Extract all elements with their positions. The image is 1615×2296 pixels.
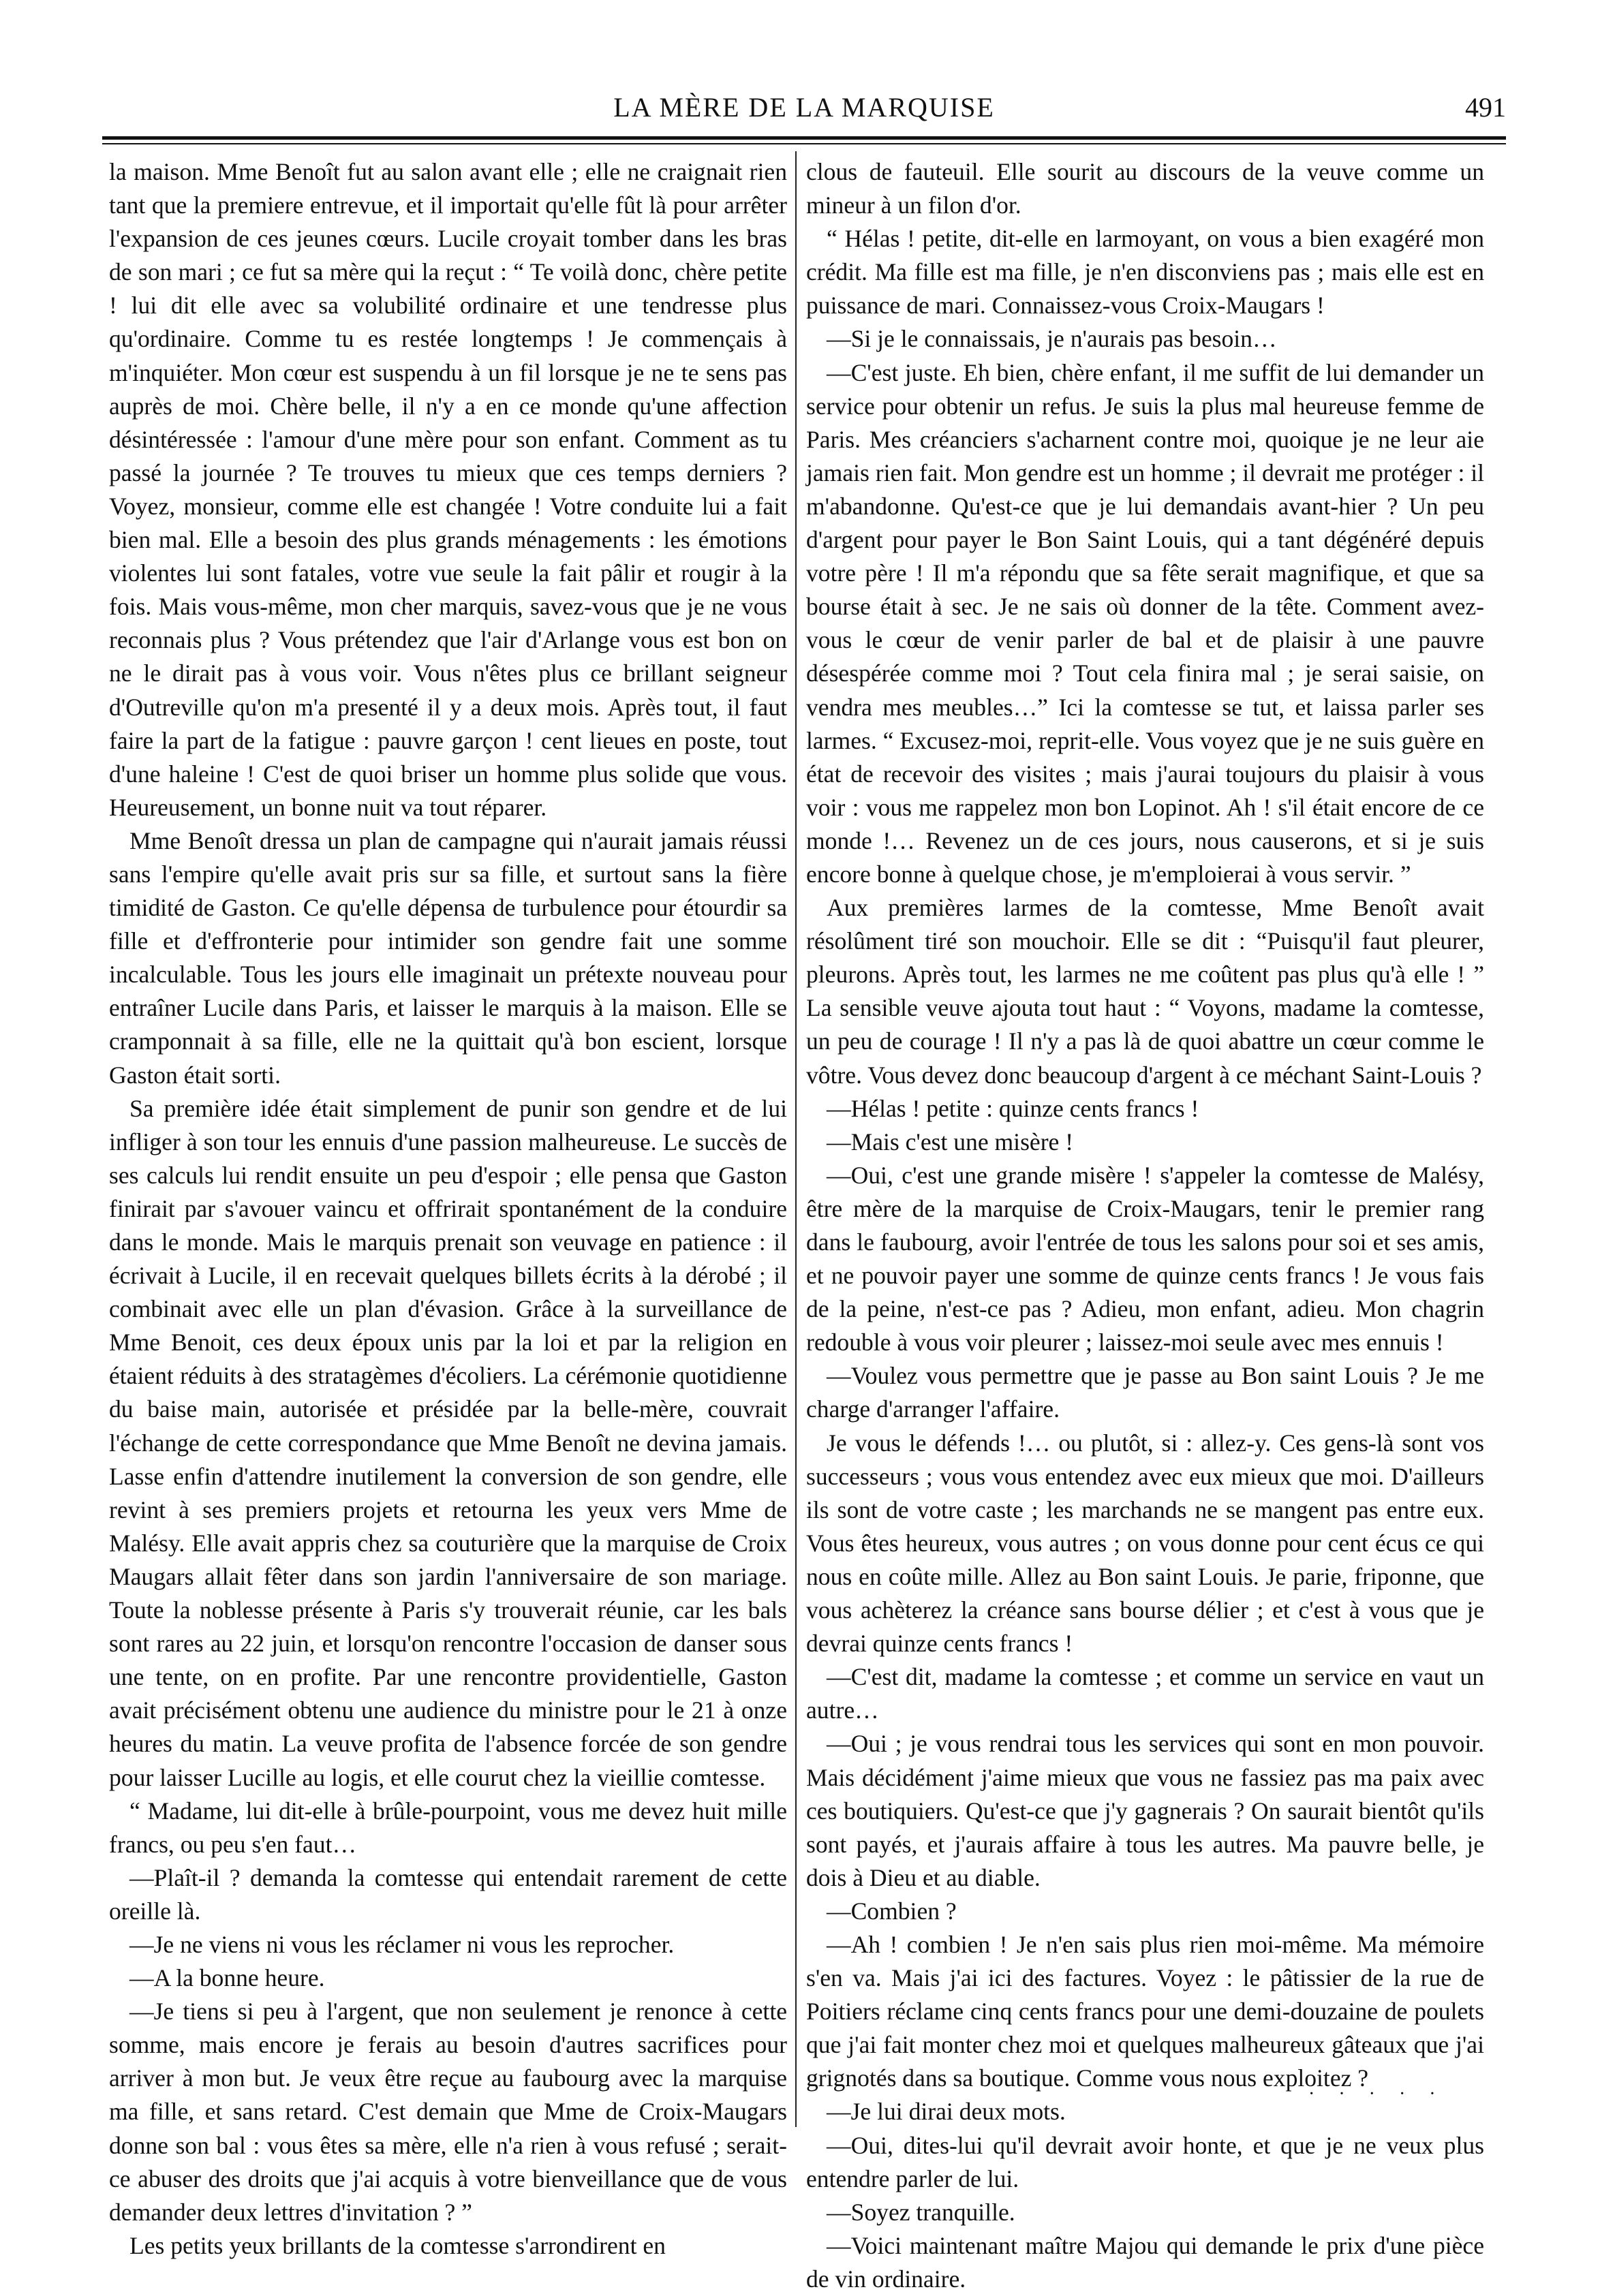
paragraph: —Voici maintenant maître Majou qui demande le prix d'une pièce de vin ordinaire.	[806, 2231, 1484, 2293]
paragraph: “ Madame, lui dit-elle à brûle-pourpoint, vous me devez huit mille francs, ou peu s'en faut…	[109, 1797, 787, 1858]
header-rule-thick	[102, 136, 1506, 140]
running-header	[102, 87, 1506, 128]
paragraph: —Je ne viens ni vous les réclamer ni vous les reprocher.	[129, 1930, 675, 1958]
paragraph: Les petits yeux brillants de la comtesse s'arrondirent en	[129, 2231, 666, 2259]
header-rule-thin	[102, 143, 1506, 144]
right-column	[806, 155, 1484, 2293]
footer-marks: · · · · ·	[1308, 2083, 1445, 2105]
left-column	[109, 155, 787, 2259]
paragraph: clous de fauteuil. Elle sourit au discours de la veuve comme un mineur à un filon d'or.	[806, 158, 1484, 219]
paragraph: —C'est dit, madame la comtesse ; et comme un service en vaut un autre…	[806, 1663, 1484, 1724]
paragraph: —Mais c'est une misère !	[827, 1128, 1074, 1155]
paragraph: Je vous le défends !… ou plutôt, si : allez-y. Ces gens-là sont vos successeurs ; vous vous entendez avec eux mieux que moi. D'ailleurs ils sont de votre caste ; les marchands ne se mangent pas entre eux. Vous êtes heureux, vous autres ; on vous donne pour cent écus ce qui nous en coûte mille. Allez au Bon saint Louis. Je parie, friponne, que vous achèterez la créance sans bourse délier ; et c'est à vous que je devrai quinze cents francs !	[806, 1429, 1484, 1658]
page-number: 491	[1465, 92, 1506, 123]
paragraph: Sa première idée était simplement de punir son gendre et de lui infliger à son tour les ennuis d'une passion malheureuse. Le succès de ses calculs lui rendit ensuite un peu d'espoir ; elle pensa que Gaston finirait par s'avouer vaincu et offrirait spontanément de la conduire dans le monde. Mais le marquis prenait son veuvage en patience : il écrivait à Lucile, il en recevait quelques billets écrits à la dérobé ; il combinait avec elle un plan d'évasion. Grâce à la surveillance de Mme Benoit, ces deux époux unis par la loi et par la religion en étaient réduits à des stratagèmes d'écoliers. La cérémonie quotidienne du baise main, autorisée et présidée par la belle-mère, couvrait l'échange de cette correspondance que Mme Benoît ne devina jamais. Lasse enfin d'attendre inutilement la conversion de son gendre, elle revint à ses premiers projets et retourna les yeux vers Mme de Malésy. Elle avait appris chez sa couturière que la marquise de Croix Maugars allait fêter dans son jardin l'anniversaire de son mariage. Toute la noblesse présente à Paris s'y trouverait réunie, car les bals sont rares au 22 juin, et lorsqu'on rencontre l'occasion de danser sous une tente, on en profite. Par une rencontre providentielle, Gaston avait précisément obtenu une audience du ministre pour le 21 à onze heures du matin. La veuve profita de l'absence forcée de son gendre pour laisser Lucille au logis, et elle courut chez la vieillie comtesse.	[109, 1094, 787, 1791]
paragraph: “ Hélas ! petite, dit-elle en larmoyant, on vous a bien exagéré mon crédit. Ma fille est ma fille, je n'en disconviens pas ; mais elle est en puissance de mari. Connaissez-vous Croix-Maugars !	[806, 225, 1484, 320]
paragraph: la maison. Mme Benoît fut au salon avant elle ; elle ne craignait rien tant que la premiere entrevue, et il importait qu'elle fût là pour arrêter l'expansion de ces jeunes cœurs. Lucile croyait tomber dans les bras de son mari ; ce fut sa mère qui la reçut : “ Te voilà donc, chère petite ! lui dit elle avec sa volubilité ordinaire et une tendresse plus qu'ordinaire. Comme tu es restée longtemps ! Je commençais à m'inquiéter. Mon cœur est suspendu à un fil lorsque je ne te sens pas auprès de moi. Chère belle, il n'y a en ce monde qu'une affection désintéressée : l'amour d'une mère pour son enfant. Comment as tu passé la journée ? Te trouves tu mieux que ces temps derniers ? Voyez, monsieur, comme elle est changée ! Votre conduite lui a fait bien mal. Elle a besoin des plus grands ménagements : les émotions violentes lui sont fatales, votre vue seule la fait pâlir et rougir à la fois. Mais vous-même, mon cher marquis, savez-vous que je ne vous reconnais plus ? Vous prétendez que l'air d'Arlange vous est bon on ne le dirait pas à vous voir. Vous n'êtes plus ce brillant seigneur d'Outreville qu'on m'a presenté il y a deux mois. Après tout, il faut faire la part de la fatigue : pauvre garçon ! cent lieues en poste, tout d'une haleine ! C'est de quoi briser un homme plus solide que vous. Heureusement, un bonne nuit va tout réparer.	[109, 158, 787, 821]
paragraph: —Ah ! combien ! Je n'en sais plus rien moi-même. Ma mémoire s'en va. Mais j'ai ici des factures. Voyez : le pâtissier de la rue de Poitiers réclame cinq cents francs pour une demi-douzaine de poulets que j'ai fait monter chez moi et quelques malheureux gâteaux que j'ai grignotés dans sa boutique. Comme vous nous exploitez ?	[806, 1930, 1484, 2092]
paragraph: —Hélas ! petite : quinze cents francs !	[827, 1094, 1199, 1122]
paragraph: —A la bonne heure.	[129, 1964, 325, 1992]
paragraph: —Plaît-il ? demanda la comtesse qui entendait rarement de cette oreille là.	[109, 1863, 787, 1925]
paragraph: —Je lui dirai deux mots.	[827, 2098, 1066, 2126]
paragraph: —Je tiens si peu à l'argent, que non seulement je renonce à cette somme, mais encore je ferais au besoin d'autres sacrifices pour arriver à mon but. Je veux être reçue au faubourg avec la marquise ma fille, et sans retard. C'est demain que Mme de Croix-Maugars donne son bal : vous êtes sa mère, elle n'a rien à vous refusé ; serait-ce abuser des droits que j'ai acquis à votre bienveillance que de vous demander deux lettres d'invitation ? ”	[109, 1998, 787, 2226]
paragraph: —C'est juste. Eh bien, chère enfant, il me suffit de lui demander un service pour obtenir un refus. Je suis la plus mal heureuse femme de Paris. Mes créanciers s'acharnent contre moi, quoique je ne leur aie jamais rien fait. Mon gendre est un homme ; il devrait me protéger : il m'abandonne. Qu'est-ce que je lui demandais avant-hier ? Un peu d'argent pour payer le Bon Saint Louis, qui a tant dégénéré depuis votre père ! Il m'a répondu que sa fête serait magnifique, et que sa bourse était à sec. Je ne sais où donner de la tête. Comment avez-vous le cœur de venir parler de bal et de plaisir à une pauvre désespérée comme moi ? Tout cela finira mal ; je serai saisie, on vendra mes meubles…” Ici la comtesse se tut, et laissa parler ses larmes. “ Excusez-moi, reprit-elle. Vous voyez que je ne suis guère en état de recevoir des visites ; mais j'aurai toujours du plaisir à vous voir : vous me rappelez mon bon Lopinot. Ah ! s'il était encore de ce monde !… Revenez un de ces jours, nous causerons, et si je suis encore bonne à quelque chose, je m'emploierai à vous servir. ”	[806, 358, 1484, 888]
running-title: LA MÈRE DE LA MARQUISE	[613, 92, 995, 123]
paragraph: —Oui, dites-lui qu'il devrait avoir honte, et que je ne veux plus entendre parler de lui.	[806, 2131, 1484, 2192]
paragraph: —Oui ; je vous rendrai tous les services qui sont en mon pouvoir. Mais décidément j'aime mieux que vous ne fassiez pas ma paix avec ces boutiquiers. Qu'est-ce que j'y gagnerais ? On saurait bientôt qu'ils sont payés, et j'aurais affaire à tous les autres. Ma pauvre belle, je dois à Dieu et au diable.	[806, 1730, 1484, 1891]
paragraph: Mme Benoît dressa un plan de campagne qui n'aurait jamais réussi sans l'empire qu'elle avait pris sur sa fille, et surtout sans la fière timidité de Gaston. Ce qu'elle dépensa de turbulence pour étourdir sa fille et d'effronterie pour intimider son gendre fait une somme incalculable. Tous les jours elle imaginait un prétexte nouveau pour entraîner Lucile dans Paris, et laisser le marquis à la maison. Elle se cramponnait à sa fille, elle ne la quittait qu'à bon escient, lorsque Gaston était sorti.	[109, 826, 787, 1089]
paragraph: —Combien ?	[827, 1897, 957, 1925]
column-divider	[795, 151, 797, 2127]
paragraph: —Voulez vous permettre que je passe au Bon saint Louis ? Je me charge d'arranger l'affaire.	[806, 1362, 1484, 1423]
paragraph: —Si je le connaissais, je n'aurais pas besoin…	[827, 325, 1277, 353]
paragraph: —Oui, c'est une grande misère ! s'appeler la comtesse de Malésy, être mère de la marquise de Croix-Maugars, tenir le premier rang dans le faubourg, avoir l'entrée de tous les salons pour soi et ses amis, et ne pouvoir payer une somme de quinze cents francs ! Je vous fais de la peine, n'est-ce pas ? Adieu, mon enfant, adieu. Mon chagrin redouble à vous voir pleurer ; laissez-moi seule avec mes ennuis !	[806, 1161, 1484, 1356]
paragraph: Aux premières larmes de la comtesse, Mme Benoît avait résolûment tiré son mouchoir. Elle se dit : “Puisqu'il faut pleurer, pleurons. Après tout, les larmes ne me coûtent pas plus qu'à elle ! ” La sensible veuve ajouta tout haut : “ Voyons, madame la comtesse, un peu de courage ! Il n'y a pas là de quoi abattre un cœur comme le vôtre. Vous devez donc beaucoup d'argent à ce méchant Saint-Louis ?	[806, 894, 1484, 1089]
paragraph: —Soyez tranquille.	[827, 2198, 1015, 2226]
